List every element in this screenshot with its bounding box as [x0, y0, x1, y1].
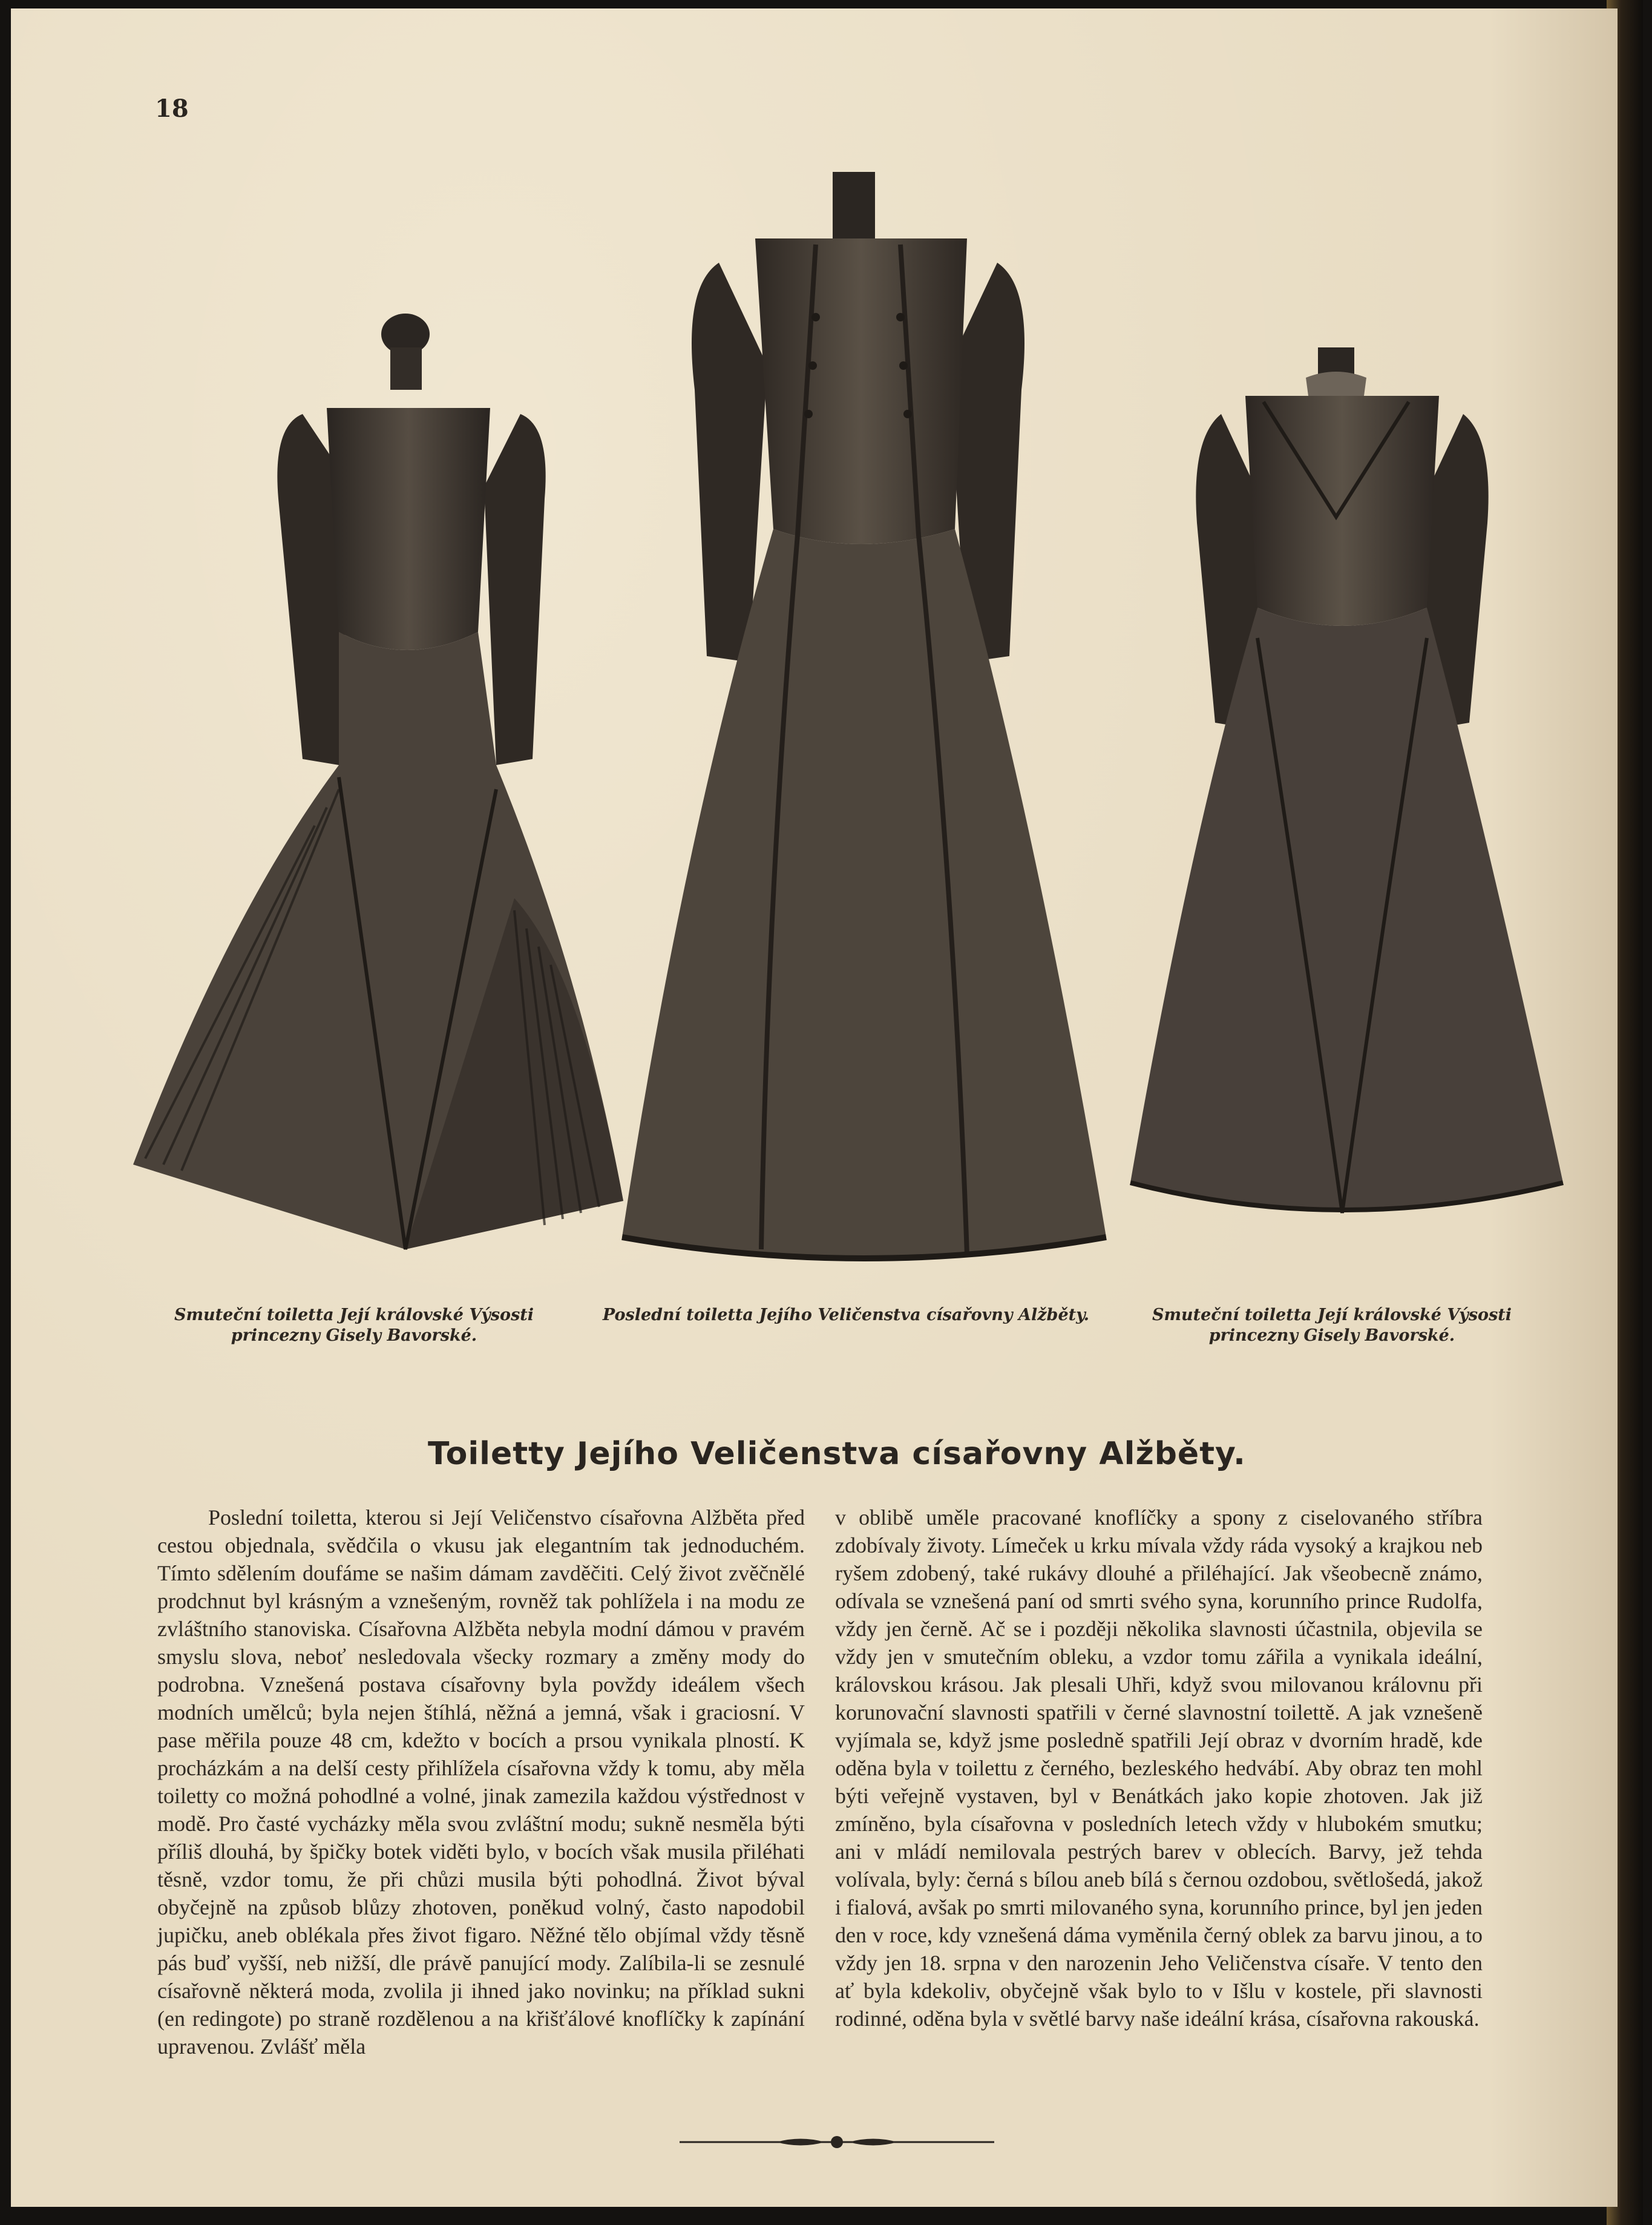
dress-engraving-left: [121, 305, 629, 1261]
page-number: 18: [155, 94, 189, 123]
magazine-page: [11, 8, 1618, 2207]
dress-illustration-center: [616, 172, 1112, 1274]
divider-ornament-icon: [680, 2133, 994, 2151]
caption-line: Poslední toiletta Jejího Veličenstva císařovny Alžběty.: [602, 1306, 1090, 1324]
caption-line: princezny Gisely Bavorské.: [1208, 1326, 1455, 1345]
article-title: Toiletty Jejího Veličenstva císařovny Alžběty.: [428, 1436, 1246, 1472]
caption-line: Smuteční toiletta Její královské Výsosti: [1152, 1306, 1512, 1324]
end-ornament: [680, 2133, 994, 2154]
figure-caption-right: [1123, 1305, 1541, 1346]
caption-line: princezny Gisely Bavorské.: [231, 1326, 477, 1345]
figure-caption-left: [145, 1305, 563, 1346]
article-column-right: [835, 1504, 1483, 2033]
figure-caption-center: [592, 1305, 1100, 1326]
dress-engraving-center: [616, 172, 1112, 1274]
dress-illustration-right: [1124, 347, 1566, 1243]
article-paragraph: v oblibě uměle pracované knoflíčky a spony z ciselovaného stříbra zdobívaly životy. Límeček u krku mívala vždy ráda vysoký a krajkou neb ryšem zdobený, také rukávy dlouhé a přiléhající. Jak všeobecně známo, odívala se vznešená paní od smrti svého syna, korunního prince Rudolfa, vždy jen černě. Ač se i později několika slavnosti účastnila, objevila se vždy jen v smutečním obleku, a vzdor tomu zářila a vynikala ideální, královskou krásou. Jak plesali Uhři, když svou milovanou královnu při korunovační slavnosti spatřili v černé slavnostní toilettě. A jak vznešeně vyjímala se, když jsme posledně spatřili Její obraz v dvorním hradě, kde oděna byla v toilettu z černého, bezleského hedvábí. Aby obraz ten mohl býti veřejně vystaven, byl v Benátkách jako kopie zhotoven. Jak již zmíněno, byla císařovna v posledních letech vždy v hlubokém smutku; ani v mládí nemilovala pestrých barev v oblecích. Barvy, jež tehda volívala, byly: černá s bílou aneb bílá s černou ozdobou, světlošedá, jakož i fialová, avšak po smrti milovaného syna, korunního prince, byl jen jeden den v roce, kdy vznešená dáma vyměnila černý oblek za barvu jinou, a to vždy jen 18. srpna v den narozenin Jeho Veličenstva císaře. V tento den ať byla kdekoliv, obyčejně však bylo to v Išlu v kostele, při slavnosti rodinné, oděna byla v světlé barvy naše ideální krása, císařovna rakouská.: [835, 1505, 1483, 2031]
article-column-left: [157, 1504, 805, 2060]
dress-engraving-right: [1124, 347, 1566, 1243]
caption-line: Smuteční toiletta Její královské Výsosti: [174, 1306, 534, 1324]
dress-illustration-left: [121, 305, 629, 1261]
article-paragraph: Poslední toiletta, kterou si Její Veličenstvo císařovna Alžběta před cestou objednala, svědčila o vkusu jak elegantním tak jednoduchém. Tímto sdělením doufáme se našim dámam zavděčiti. Celý život zvěčnělé prodchnut byl krásným a vznešeným, rovněž tak pohlížela i na modu ze zvláštního stanoviska. Císařovna Alžběta nebyla modní dámou v pravém smyslu slova, neboť nesledovala všecky rozmary a změny mody do podrobna. Vznešená postava císařovny byla povždy ideálem všech modních umělců; byla nejen štíhlá, něžná a jemná, však i graciosní. V pase měřila pouze 48 cm, kdežto v bocích a prsou vynikala plností. K procházkám a na delší cesty přihlížela císařovna vždy k tomu, aby měla toiletty co možná pohodlné a volné, jinak zamezila každou výstřednost v modě. Pro časté vycházky měla svou zvláštní modu; sukně nesměla býti příliš dlouhá, by špičky botek viděti bylo, v bocích však musila přiléhati těsně, vzdor tomu, že při chůzi musila býti pohodlná. Život býval obyčejně na způsob blůzy zhotoven, poněkud volný, často napodobil jupičku, aneb oblékala přes život figaro. Něžné tělo objímal vždy těsně pás buď vyšší, neb nižší, dle právě panující mody. Zalíbila-li se zesnulé císařovně některá moda, zvolila ji ihned jako novinku; na příklad sukni (en redingote) po straně rozdělenou a na křišťálové knoflíčky k zapínání upravenou. Zvlášť měla: [157, 1505, 805, 2059]
